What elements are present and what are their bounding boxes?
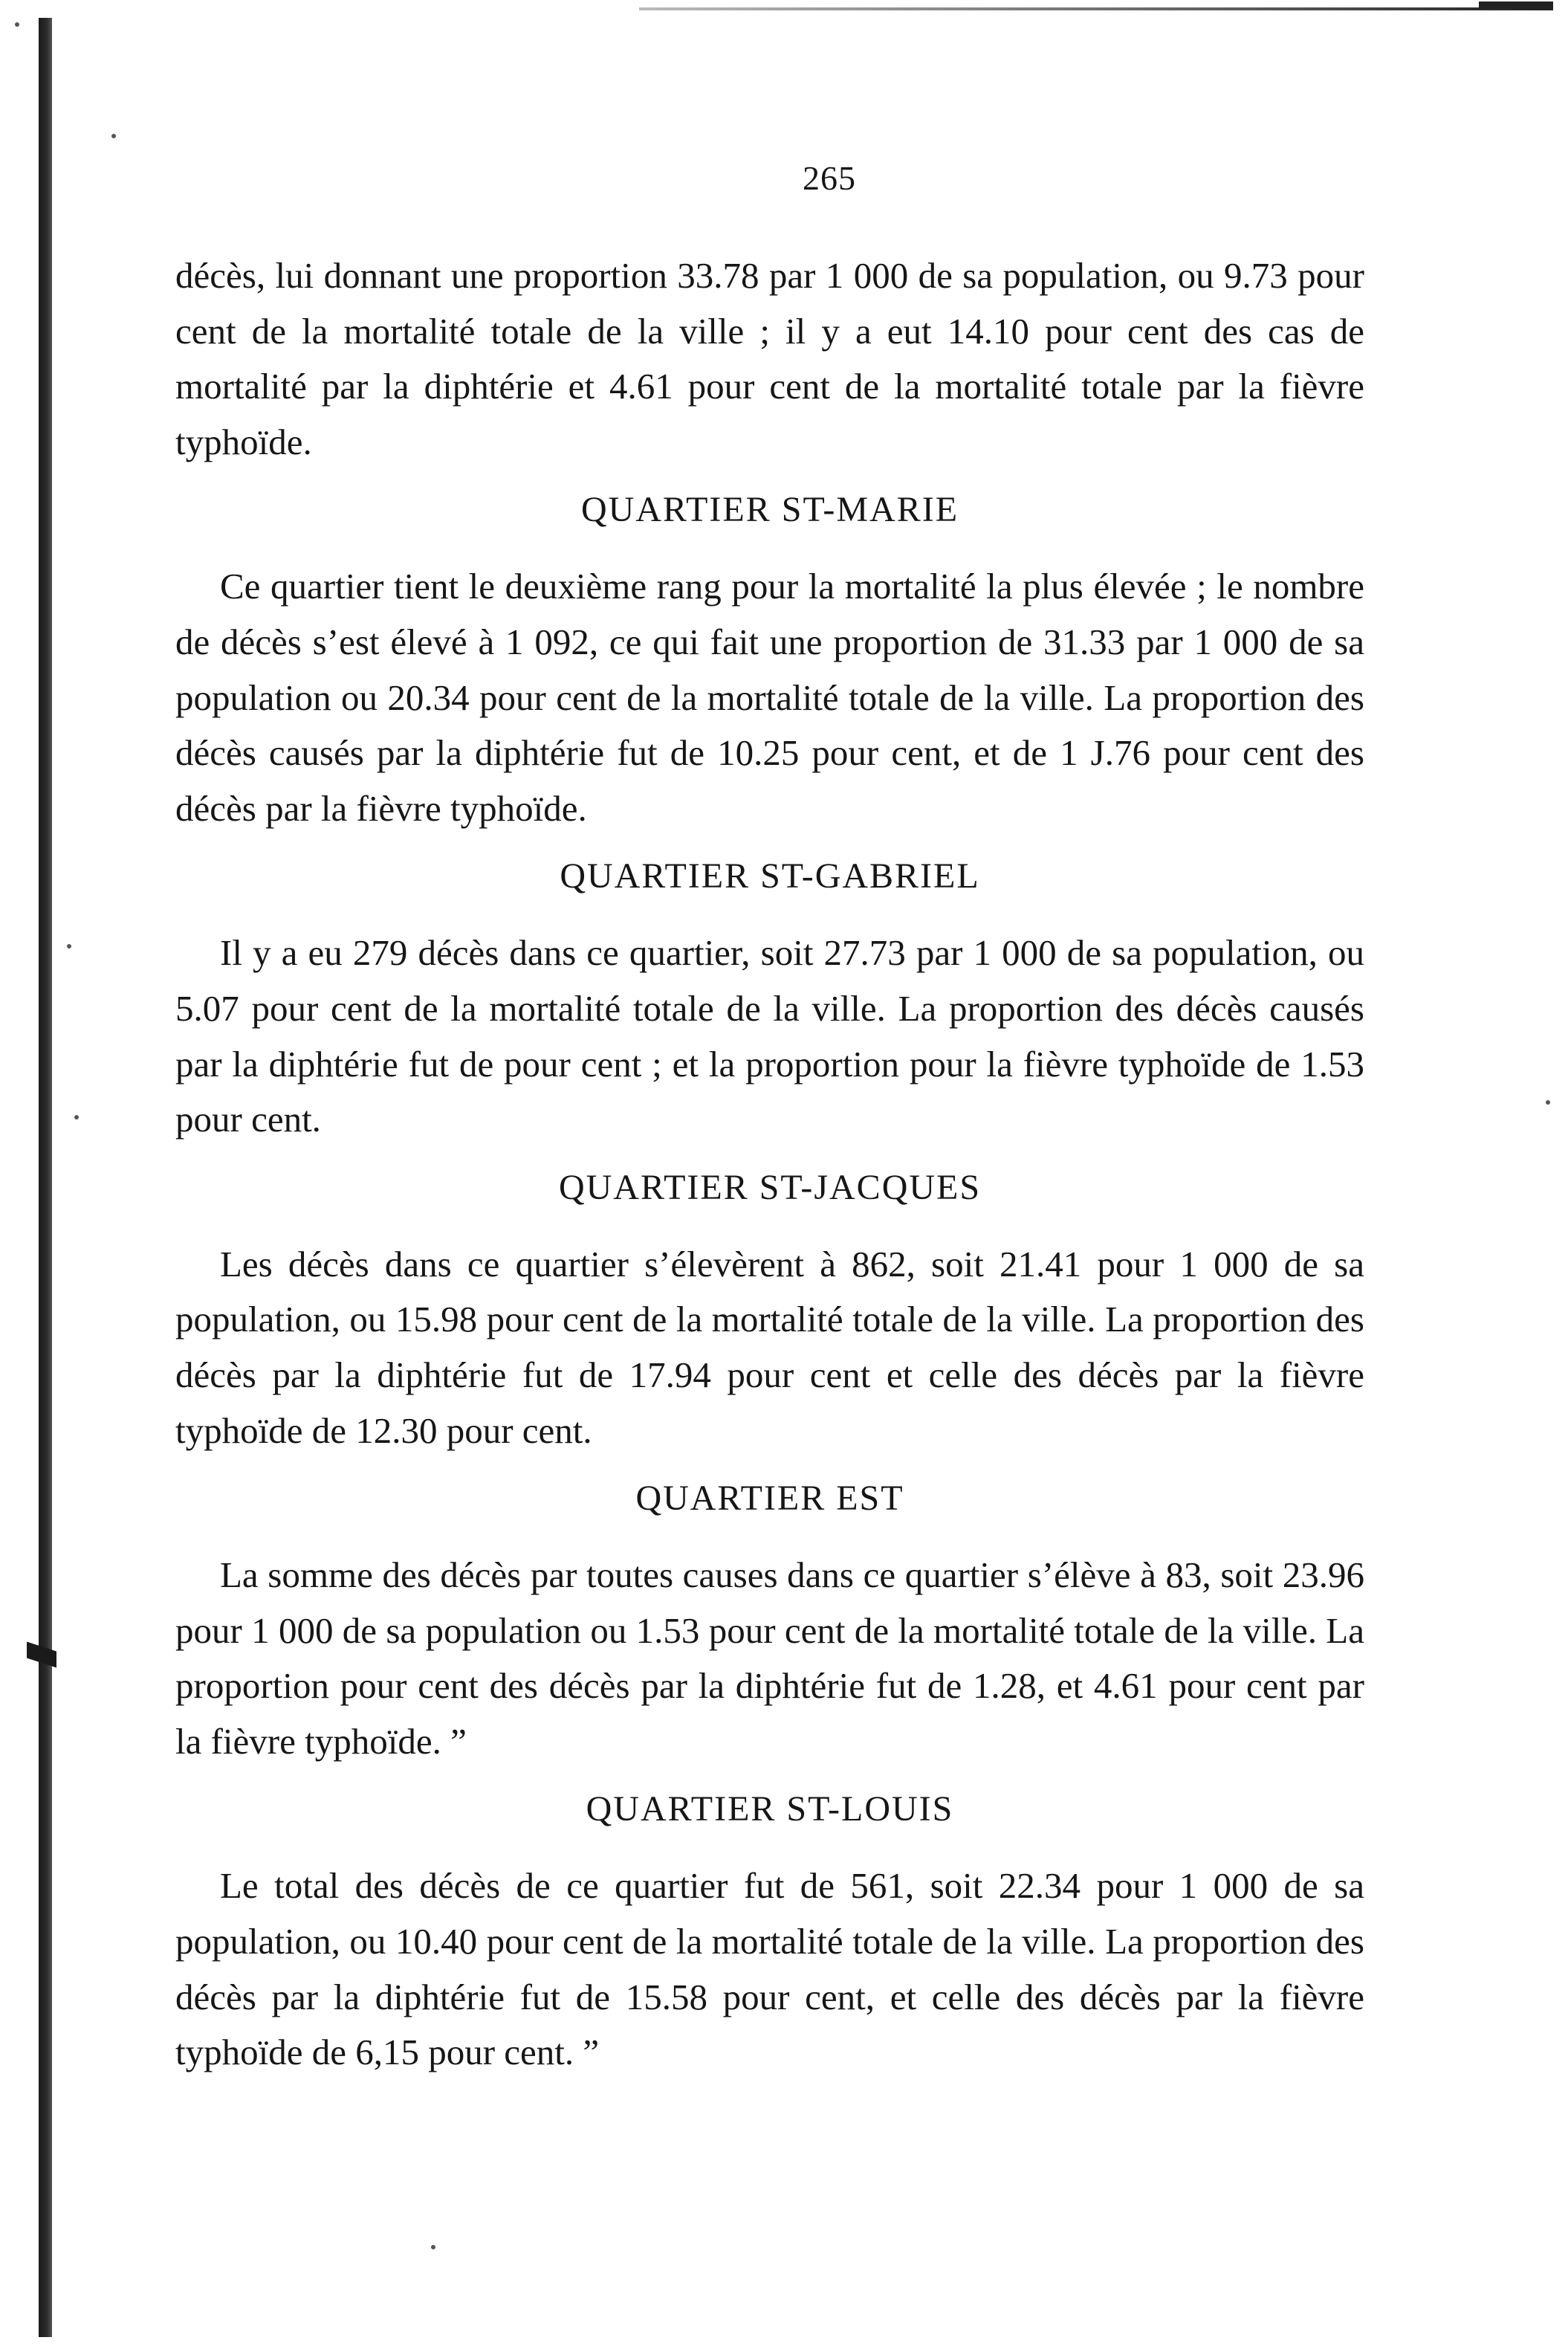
top-edge-rule	[639, 7, 1553, 10]
scan-speck	[74, 1115, 79, 1119]
scan-speck	[111, 134, 116, 138]
scan-speck	[431, 2245, 435, 2249]
section-paragraph-st-marie: Ce quartier tient le deuxième rang pour la mortalité la plus élevée ; le nombre de décès s’est élevé à 1 092, ce qui fait une proportion de 31.33 par 1 000 de sa population ou 20.34 pour cent de la mortalité totale de la ville. La proportion des décès causés par la diphtérie fut de 10.25 pour cent, et de 1 J.76 pour cent des décès par la fièvre typhoïde.	[175, 566, 1364, 829]
binding-edge	[39, 18, 52, 2337]
section-heading-st-louis: QUARTIER ST-LOUIS	[586, 1789, 954, 1829]
section-heading-st-marie: QUARTIER ST-MARIE	[580, 490, 959, 530]
section-heading-st-jacques: QUARTIER ST-JACQUES	[558, 1167, 982, 1207]
document-page	[175, 156, 1364, 2081]
scan-speck	[67, 944, 71, 949]
continued-paragraph: décès, lui donnant une proportion 33.78 par 1 000 de sa population, ou 9.73 pour cent de la mortalité totale de la ville ; il y a eut 14.10 pour cent des cas de mortalité par la diphtérie et 4.61 pour cent de la mortalité totale par la fièvre typhoïde.	[175, 255, 1364, 462]
section-paragraph-st-gabriel: Il y a eu 279 décès dans ce quartier, soit 27.73 par 1 000 de sa population, ou 5.07 pour cent de la mortalité totale de la ville. La proportion des décès causés par la diphtérie fut de pour cent ; et la proportion pour la fièvre typhoïde de 1.53 pour cent.	[175, 932, 1364, 1140]
section-paragraph-est: La somme des décès par toutes causes dans ce quartier s’élève à 83, soit 23.96 pour 1 000 de sa population ou 1.53 pour cent de la mortalité totale de la ville. La proportion pour cent des décès par la diphtérie fut de 1.28, et 4.61 pour cent par la fièvre typhoïde. ”	[175, 1554, 1364, 1762]
section-heading-est: QUARTIER EST	[635, 1479, 904, 1519]
section-paragraph-st-jacques: Les décès dans ce quartier s’élevèrent à 862, soit 21.41 pour 1 000 de sa population, ou 15.98 pour cent de la mortalité totale de la ville. La proportion des décès par la diphtérie fut de 17.94 pour cent et celle des décès par la fièvre typhoïde de 12.30 pour cent.	[175, 1243, 1364, 1451]
section-paragraph-st-louis: Le total des décès de ce quartier fut de 561, soit 22.34 pour 1 000 de sa population, ou 10.40 pour cent de la mortalité totale de la ville. La proportion des décès par la diphtérie fut de 15.58 pour cent, et celle des décès par la fièvre typhoïde de 6,15 pour cent. ”	[175, 1865, 1364, 2073]
page-number: 265	[803, 159, 856, 197]
scan-speck	[15, 22, 19, 27]
section-heading-st-gabriel: QUARTIER ST-GABRIEL	[560, 856, 980, 896]
scan-speck	[1546, 1100, 1550, 1105]
top-edge-rule-end	[1479, 1, 1553, 9]
